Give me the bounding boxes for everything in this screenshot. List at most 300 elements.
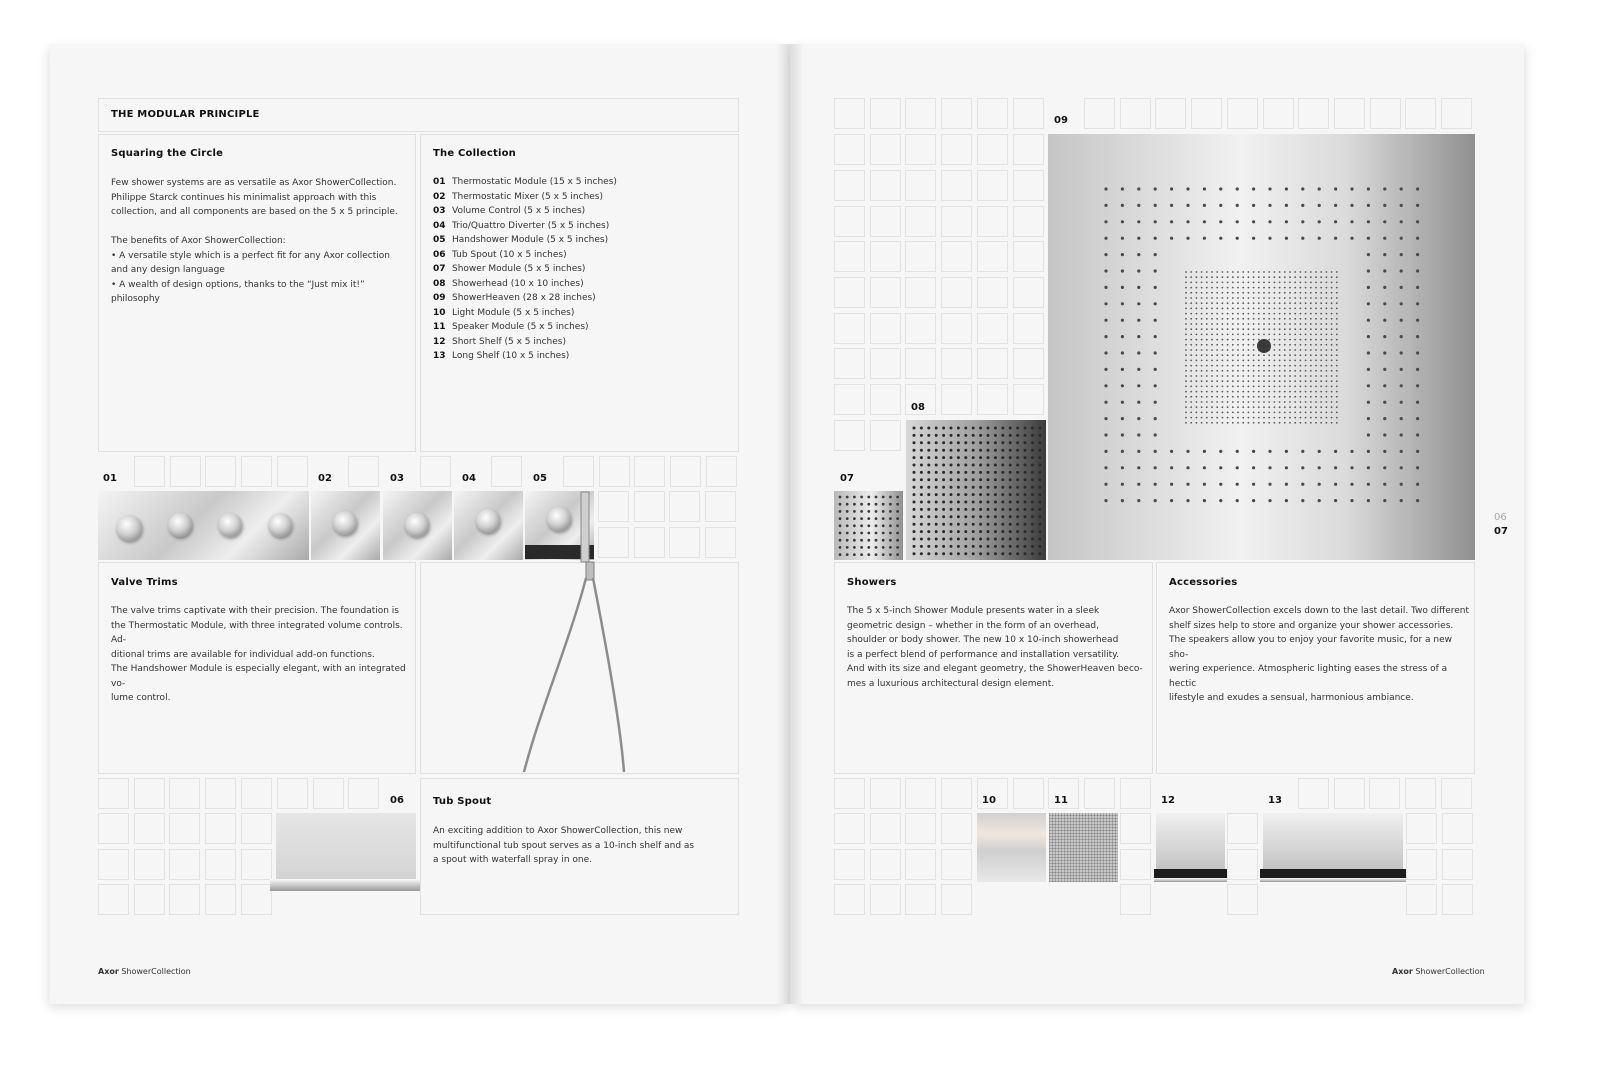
nozzle bbox=[1227, 365, 1229, 367]
nozzle bbox=[1154, 483, 1157, 486]
nozzle bbox=[1248, 417, 1250, 419]
nozzle bbox=[1237, 339, 1239, 341]
grid-cell bbox=[941, 206, 972, 237]
nozzle bbox=[1185, 386, 1187, 388]
nozzle bbox=[1284, 370, 1286, 372]
nozzle bbox=[1190, 370, 1192, 372]
nozzle bbox=[1334, 450, 1337, 453]
collection-item-label: Handshower Module (5 x 5 inches) bbox=[452, 235, 609, 245]
nozzle bbox=[994, 434, 997, 437]
nozzle bbox=[979, 515, 982, 518]
nozzle bbox=[1400, 335, 1403, 338]
nozzle bbox=[1227, 271, 1229, 273]
nozzle bbox=[1253, 323, 1255, 325]
nozzle bbox=[1263, 370, 1265, 372]
grid-cell bbox=[834, 241, 865, 272]
nozzle bbox=[1310, 375, 1312, 377]
nozzle bbox=[964, 478, 967, 481]
nozzle bbox=[1258, 412, 1260, 414]
grid-cell bbox=[834, 384, 865, 415]
nozzle bbox=[1310, 396, 1312, 398]
nozzle bbox=[1300, 276, 1302, 278]
nozzle bbox=[1331, 349, 1333, 351]
nozzle bbox=[1383, 433, 1386, 436]
nozzle bbox=[1315, 313, 1317, 315]
nozzle bbox=[1001, 508, 1004, 511]
nozzle bbox=[1248, 313, 1250, 315]
nozzle bbox=[1232, 344, 1234, 346]
nozzle bbox=[935, 449, 938, 452]
nozzle bbox=[935, 508, 938, 511]
nozzle bbox=[1104, 319, 1107, 322]
nozzle bbox=[935, 545, 938, 548]
nozzle bbox=[1274, 287, 1276, 289]
nozzle bbox=[1248, 396, 1250, 398]
nozzle bbox=[1284, 328, 1286, 330]
nozzle bbox=[1320, 380, 1322, 382]
grid-cell bbox=[669, 491, 700, 522]
nozzle bbox=[1334, 499, 1337, 502]
nozzle bbox=[1206, 308, 1208, 310]
nozzle bbox=[1253, 391, 1255, 393]
nozzle bbox=[1284, 365, 1286, 367]
nozzle bbox=[1284, 391, 1286, 393]
nozzle bbox=[1196, 339, 1198, 341]
nozzle bbox=[839, 553, 842, 556]
nozzle bbox=[972, 441, 975, 444]
grid-cell bbox=[870, 420, 901, 451]
nozzle bbox=[935, 478, 938, 481]
nozzle bbox=[1383, 417, 1386, 420]
nozzle bbox=[889, 532, 892, 535]
nozzle bbox=[889, 517, 892, 520]
nozzle bbox=[896, 553, 899, 556]
nozzle bbox=[950, 501, 953, 504]
nozzle bbox=[1016, 501, 1019, 504]
nozzle bbox=[935, 515, 938, 518]
nozzle bbox=[1294, 349, 1296, 351]
nozzle bbox=[1258, 308, 1260, 310]
nozzle bbox=[1400, 351, 1403, 354]
grid-cell bbox=[870, 241, 901, 272]
nozzle bbox=[1206, 344, 1208, 346]
nozzle bbox=[1289, 328, 1291, 330]
nozzle bbox=[1024, 478, 1027, 481]
nozzle bbox=[1326, 339, 1328, 341]
long-shelf-number: 13 bbox=[1268, 795, 1282, 806]
nozzle bbox=[1367, 450, 1370, 453]
nozzle bbox=[1268, 339, 1270, 341]
nozzle bbox=[1170, 237, 1173, 240]
nozzle bbox=[1190, 360, 1192, 362]
nozzle bbox=[1367, 466, 1370, 469]
nozzle bbox=[1315, 417, 1317, 419]
nozzle bbox=[1196, 354, 1198, 356]
nozzle bbox=[1137, 450, 1140, 453]
nozzle bbox=[853, 553, 856, 556]
nozzle bbox=[1038, 434, 1041, 437]
nozzle bbox=[1201, 412, 1203, 414]
nozzle bbox=[1237, 401, 1239, 403]
nozzle bbox=[1294, 308, 1296, 310]
grid-cell bbox=[905, 348, 936, 379]
nozzle bbox=[1294, 354, 1296, 356]
nozzle bbox=[1326, 349, 1328, 351]
nozzle bbox=[935, 523, 938, 526]
nozzle bbox=[1237, 417, 1239, 419]
nozzle bbox=[920, 493, 923, 496]
nozzle bbox=[1206, 391, 1208, 393]
nozzle bbox=[1284, 297, 1286, 299]
nozzle bbox=[1331, 360, 1333, 362]
nozzle bbox=[1016, 471, 1019, 474]
nozzle bbox=[920, 441, 923, 444]
nozzle bbox=[1300, 344, 1302, 346]
nozzle bbox=[1334, 204, 1337, 207]
collection-item-label: Thermostatic Mixer (5 x 5 inches) bbox=[452, 191, 604, 202]
nozzle bbox=[1289, 302, 1291, 304]
nozzle bbox=[1310, 412, 1312, 414]
nozzle bbox=[1305, 386, 1307, 388]
nozzle bbox=[1305, 287, 1307, 289]
nozzle bbox=[1294, 292, 1296, 294]
nozzle bbox=[1121, 433, 1124, 436]
nozzle bbox=[1196, 313, 1198, 315]
nozzle bbox=[1201, 401, 1203, 403]
nozzle bbox=[994, 493, 997, 496]
nozzle bbox=[1185, 308, 1187, 310]
nozzle bbox=[1331, 406, 1333, 408]
nozzle bbox=[1268, 450, 1271, 453]
nozzle bbox=[1268, 396, 1270, 398]
nozzle bbox=[935, 501, 938, 504]
collection-item-number: 12 bbox=[433, 336, 446, 347]
nozzle bbox=[913, 508, 916, 511]
nozzle bbox=[1232, 308, 1234, 310]
nozzle bbox=[1121, 269, 1124, 272]
nozzle bbox=[853, 539, 856, 542]
nozzle bbox=[1237, 370, 1239, 372]
nozzle bbox=[1196, 308, 1198, 310]
nozzle bbox=[1024, 434, 1027, 437]
grid-cell bbox=[905, 206, 936, 237]
nozzle bbox=[1258, 391, 1260, 393]
nozzle bbox=[1024, 441, 1027, 444]
nozzle bbox=[1263, 360, 1265, 362]
grid-cell bbox=[1370, 98, 1401, 129]
nozzle bbox=[1326, 318, 1328, 320]
grid-cell bbox=[1013, 384, 1044, 415]
nozzle bbox=[1196, 297, 1198, 299]
nozzle bbox=[1383, 450, 1386, 453]
nozzle bbox=[942, 427, 945, 430]
grid-cell bbox=[941, 778, 972, 809]
nozzle bbox=[1416, 384, 1419, 387]
nozzle bbox=[1416, 417, 1419, 420]
nozzle bbox=[1305, 334, 1307, 336]
collection-item-number: 10 bbox=[433, 307, 446, 318]
nozzle bbox=[1201, 396, 1203, 398]
grid-cell bbox=[134, 813, 165, 844]
nozzle bbox=[1301, 499, 1304, 502]
grid-cell bbox=[905, 849, 936, 880]
nozzle bbox=[1320, 391, 1322, 393]
nozzle bbox=[1274, 292, 1276, 294]
nozzle bbox=[882, 524, 885, 527]
nozzle bbox=[1227, 360, 1229, 362]
nozzle bbox=[1170, 499, 1173, 502]
nozzle bbox=[1274, 308, 1276, 310]
collection-item-label: Short Shelf (5 x 5 inches) bbox=[452, 336, 566, 347]
nozzle bbox=[1350, 466, 1353, 469]
nozzle bbox=[1038, 471, 1041, 474]
nozzle bbox=[1170, 450, 1173, 453]
nozzle bbox=[1031, 441, 1034, 444]
nozzle bbox=[1237, 323, 1239, 325]
collection-item-label: Light Module (5 x 5 inches) bbox=[452, 307, 575, 318]
nozzle bbox=[913, 545, 916, 548]
nozzle bbox=[889, 503, 892, 506]
nozzle bbox=[889, 539, 892, 542]
grid-cell bbox=[1405, 778, 1436, 809]
nozzle bbox=[1031, 456, 1034, 459]
nozzle bbox=[1274, 339, 1276, 341]
nozzle bbox=[1206, 334, 1208, 336]
nozzle bbox=[1400, 417, 1403, 420]
nozzle bbox=[1305, 401, 1307, 403]
nozzle bbox=[1190, 328, 1192, 330]
nozzle bbox=[875, 510, 878, 513]
nozzle bbox=[1242, 282, 1244, 284]
module-number-04: 04 bbox=[462, 473, 476, 484]
nozzle bbox=[979, 456, 982, 459]
nozzle bbox=[979, 449, 982, 452]
nozzle bbox=[1253, 302, 1255, 304]
grid-cell bbox=[169, 849, 200, 880]
right-footer bbox=[1392, 967, 1485, 976]
showerhead-image bbox=[906, 420, 1046, 560]
nozzle bbox=[1416, 220, 1419, 223]
nozzle bbox=[1279, 391, 1281, 393]
nozzle bbox=[957, 434, 960, 437]
nozzle bbox=[1279, 380, 1281, 382]
nozzle bbox=[1185, 380, 1187, 382]
nozzle bbox=[1252, 237, 1255, 240]
nozzle bbox=[1320, 375, 1322, 377]
section-header: THE MODULAR PRINCIPLE bbox=[111, 109, 260, 120]
nozzle bbox=[1263, 365, 1265, 367]
nozzle bbox=[1289, 276, 1291, 278]
nozzle bbox=[1252, 204, 1255, 207]
nozzle bbox=[1285, 466, 1288, 469]
nozzle bbox=[1237, 328, 1239, 330]
nozzle bbox=[1331, 318, 1333, 320]
nozzle bbox=[1279, 308, 1281, 310]
nozzle bbox=[1331, 292, 1333, 294]
nozzle bbox=[1154, 286, 1157, 289]
nozzle bbox=[1104, 384, 1107, 387]
nozzle bbox=[987, 552, 990, 555]
nozzle bbox=[1400, 450, 1403, 453]
grid-cell bbox=[277, 456, 308, 487]
nozzle bbox=[1400, 220, 1403, 223]
nozzle bbox=[1326, 297, 1328, 299]
nozzle bbox=[1248, 349, 1250, 351]
nozzle bbox=[1258, 276, 1260, 278]
right-footer-brand: Axor bbox=[1392, 967, 1413, 976]
nozzle bbox=[1284, 339, 1286, 341]
nozzle bbox=[994, 486, 997, 489]
nozzle bbox=[882, 546, 885, 549]
nozzle bbox=[1185, 354, 1187, 356]
nozzle bbox=[1315, 334, 1317, 336]
nozzle bbox=[1038, 538, 1041, 541]
nozzle bbox=[1248, 406, 1250, 408]
nozzle bbox=[1121, 335, 1124, 338]
nozzle bbox=[1300, 271, 1302, 273]
nozzle bbox=[1367, 483, 1370, 486]
nozzle bbox=[1300, 380, 1302, 382]
nozzle bbox=[1350, 237, 1353, 240]
nozzle bbox=[1242, 354, 1244, 356]
nozzle bbox=[927, 434, 930, 437]
nozzle bbox=[875, 553, 878, 556]
nozzle bbox=[1294, 271, 1296, 273]
grid-cell bbox=[1013, 134, 1044, 165]
nozzle bbox=[1001, 501, 1004, 504]
nozzle bbox=[860, 539, 863, 542]
grid-cell bbox=[1013, 313, 1044, 344]
nozzle bbox=[1237, 391, 1239, 393]
nozzle bbox=[1315, 412, 1317, 414]
nozzle bbox=[1274, 370, 1276, 372]
nozzle bbox=[1237, 412, 1239, 414]
nozzle bbox=[1279, 323, 1281, 325]
nozzle bbox=[1305, 282, 1307, 284]
nozzle bbox=[1416, 319, 1419, 322]
nozzle bbox=[1009, 456, 1012, 459]
collection-item-label: Shower Module (5 x 5 inches) bbox=[452, 264, 586, 274]
nozzle bbox=[950, 456, 953, 459]
nozzle bbox=[1216, 360, 1218, 362]
nozzle bbox=[1315, 360, 1317, 362]
nozzle bbox=[1190, 287, 1192, 289]
nozzle bbox=[1216, 302, 1218, 304]
nozzle bbox=[1203, 483, 1206, 486]
grid-cell bbox=[905, 884, 936, 915]
nozzle bbox=[1170, 220, 1173, 223]
nozzle bbox=[1336, 375, 1338, 377]
nozzle bbox=[927, 501, 930, 504]
nozzle bbox=[1227, 380, 1229, 382]
nozzle bbox=[920, 478, 923, 481]
nozzle bbox=[1216, 339, 1218, 341]
nozzle bbox=[1196, 328, 1198, 330]
nozzle bbox=[1320, 349, 1322, 351]
nozzle bbox=[994, 530, 997, 533]
nozzle bbox=[957, 427, 960, 430]
tub-spout-heading: Tub Spout bbox=[433, 796, 492, 807]
nozzle bbox=[853, 510, 856, 513]
nozzle bbox=[839, 539, 842, 542]
nozzle bbox=[1336, 313, 1338, 315]
nozzle bbox=[1336, 349, 1338, 351]
nozzle bbox=[1185, 360, 1187, 362]
nozzle bbox=[1185, 391, 1187, 393]
nozzle bbox=[1242, 339, 1244, 341]
nozzle bbox=[1289, 271, 1291, 273]
nozzle bbox=[1263, 318, 1265, 320]
nozzle bbox=[1216, 417, 1218, 419]
grid-cell bbox=[348, 778, 379, 809]
nozzle bbox=[972, 508, 975, 511]
nozzle bbox=[1310, 339, 1312, 341]
nozzle bbox=[1185, 323, 1187, 325]
nozzle bbox=[1031, 486, 1034, 489]
nozzle bbox=[1305, 365, 1307, 367]
nozzle bbox=[964, 545, 967, 548]
nozzle bbox=[839, 496, 842, 499]
nozzle bbox=[860, 496, 863, 499]
nozzle bbox=[1310, 401, 1312, 403]
nozzle bbox=[1268, 282, 1270, 284]
nozzle bbox=[1268, 271, 1270, 273]
nozzle bbox=[950, 464, 953, 467]
nozzle bbox=[1383, 269, 1386, 272]
nozzle bbox=[1211, 375, 1213, 377]
nozzle bbox=[1416, 433, 1419, 436]
nozzle bbox=[1038, 552, 1041, 555]
nozzle bbox=[1279, 313, 1281, 315]
nozzle bbox=[1001, 478, 1004, 481]
nozzle bbox=[1318, 204, 1321, 207]
nozzle bbox=[1289, 334, 1291, 336]
nozzle bbox=[1300, 417, 1302, 419]
nozzle bbox=[964, 515, 967, 518]
nozzle bbox=[1367, 384, 1370, 387]
nozzle bbox=[1211, 396, 1213, 398]
nozzle bbox=[1009, 471, 1012, 474]
nozzle bbox=[979, 478, 982, 481]
nozzle bbox=[1305, 292, 1307, 294]
nozzle bbox=[1289, 422, 1291, 424]
nozzle bbox=[1232, 287, 1234, 289]
nozzle bbox=[1196, 412, 1198, 414]
nozzle bbox=[1216, 391, 1218, 393]
nozzle bbox=[1416, 401, 1419, 404]
nozzle bbox=[1263, 313, 1265, 315]
nozzle bbox=[1232, 386, 1234, 388]
nozzle bbox=[1279, 302, 1281, 304]
nozzle bbox=[896, 503, 899, 506]
nozzle bbox=[979, 508, 982, 511]
nozzle bbox=[1237, 386, 1239, 388]
nozzle bbox=[1400, 401, 1403, 404]
nozzle bbox=[853, 524, 856, 527]
grid-cell bbox=[348, 456, 379, 487]
nozzle bbox=[1258, 406, 1260, 408]
nozzle bbox=[1258, 417, 1260, 419]
nozzle bbox=[1294, 406, 1296, 408]
nozzle bbox=[1211, 391, 1213, 393]
nozzle bbox=[1024, 530, 1027, 533]
nozzle bbox=[1331, 297, 1333, 299]
grid-cell bbox=[834, 884, 865, 915]
nozzle bbox=[972, 478, 975, 481]
nozzle bbox=[1009, 486, 1012, 489]
nozzle bbox=[1318, 466, 1321, 469]
grid-cell bbox=[1263, 98, 1294, 129]
